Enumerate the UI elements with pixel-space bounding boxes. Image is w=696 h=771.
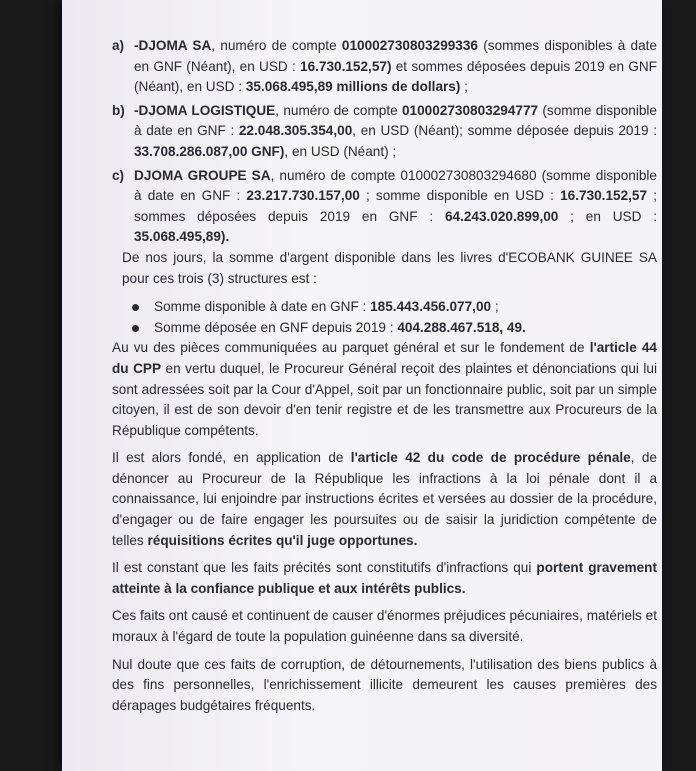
text-run: ; [460,79,468,95]
bold-text: l'article 44 du CPP [112,340,657,376]
intro-paragraph: De nos jours, la somme d'argent disponible dans les livres d'ECOBANK GUINEE SA pour ces trois (3) structures est : [122,249,657,286]
bold-text: 16.730.152,57) [300,58,392,74]
text-run: , numéro de compte 010002730803294680 (somme disponible à date en GNF : [134,167,657,204]
paragraph-infractions [112,558,657,599]
text-run: et sommes déposées depuis 2019 en GNF (Néant), en USD : [134,58,657,95]
text-run: Il est alors fondé, en application de [112,450,351,466]
text-run: , de dénoncer au Procureur de la République les infractions à la loi pénale dont il a connaissance, lui enjoindre par instructions écrites et versées au dossier de la procédure, d'engager ou de faire engager les poursuites ou de saisir la juridiction compétente de telles [112,450,657,548]
bold-text: portent gravement atteinte à la confiance publique et aux intérêts publics. [112,560,658,596]
text-run: Il est constant que les faits précités sont constitutifs d'infractions qui [112,560,537,576]
bold-text: réquisitions écrites qu'il juge opportunes. [147,532,418,548]
bold-text: 33.708.286.087,00 GNF) [134,143,285,159]
text-run: (sommes disponibles à date en GNF (Néant), en USD : [134,38,657,74]
bold-text: 22.048.305.354,00 [238,123,353,139]
document-page [62,0,662,771]
text-run: ; somme disponible en USD : [359,188,561,204]
account-item-a [112,36,657,98]
list-item [132,297,657,318]
item-text [134,38,657,94]
bold-text: -DJOMA SA [134,38,212,53]
item-text [134,103,657,159]
text-run: Au vu des pièces communiquées au parquet général et sur le fondement de [112,340,590,356]
text-run: en vertu duquel, le Procureur Général reçoit des plaintes et dénonciations qui lui sont adressées soit par la Cour d'Appel, soit par un fonctionnaire public, soit par un simple citoyen, il est de son devoir d'en tenir registre et de les transmettre aux Procureurs de la République compétents. [112,360,657,438]
bold-text: 16.730.152,57 [560,188,648,204]
text-run: Nul doute que ces faits de corruption, de détournements, l'utilisation des biens publics à des fins personnelles, l'enrichissement illicite demeurent les causes premières des dérapages budgétaires fréquents. [112,656,657,713]
paragraph-article-44 [112,338,657,441]
text-run: , numéro de compte [275,102,402,118]
bold-text: DJOMA GROUPE SA [134,167,271,183]
text-run: , en USD (Néant); somme déposée depuis 2019 : [352,123,657,139]
account-item-c [112,166,657,248]
totals-list [112,297,657,338]
bold-text: 010002730803294777 [402,102,539,118]
text-run: ; en USD : [558,208,657,224]
bullet-tail: ; [491,299,499,315]
bold-text: l'article 42 du code de procédure pénale [350,450,631,466]
text-run: (somme disponible à date en GNF : [134,102,657,139]
account-item-b [112,101,657,163]
item-label: b) [112,102,125,118]
bullet-text: Somme déposée en GNF depuis 2019 : [154,319,398,335]
paragraph-prejudices [112,606,657,647]
bold-text: 35.068.495,89). [134,229,230,245]
bullet-icon [132,304,139,311]
bullet-value: 185.443.456.077,00 [370,299,492,315]
item-text [134,168,657,245]
bold-text: 23.217.730.157,00 [246,188,360,204]
bold-text: 35.068.495,89 millions de dollars) [245,79,461,95]
text-run: , numéro de compte [211,38,342,53]
document-body [112,36,657,716]
text-run: Ces faits ont causé et continuent de causer d'énormes préjudices pécuniaires, matériels et moraux à l'égard de toute la population guinéenne dans sa diversité. [112,608,657,645]
paragraph-article-42 [112,448,657,551]
bullet-text: Somme disponible à date en GNF : [154,299,371,315]
item-label: a) [112,38,125,53]
bold-text: -DJOMA LOGISTIQUE [134,102,276,118]
bullet-icon [132,325,139,332]
bullet-value: 404.288.467.518, 49. [397,319,526,335]
bold-text: 010002730803299336 [341,38,478,53]
item-label: c) [112,167,125,183]
text-run: ; sommes déposées depuis 2019 en GNF : [134,188,657,224]
text-run: , en USD (Néant) ; [284,143,397,159]
bold-text: 64.243.020.899,00 [444,208,559,224]
list-item [132,318,657,339]
paragraph-corruption [112,655,657,717]
